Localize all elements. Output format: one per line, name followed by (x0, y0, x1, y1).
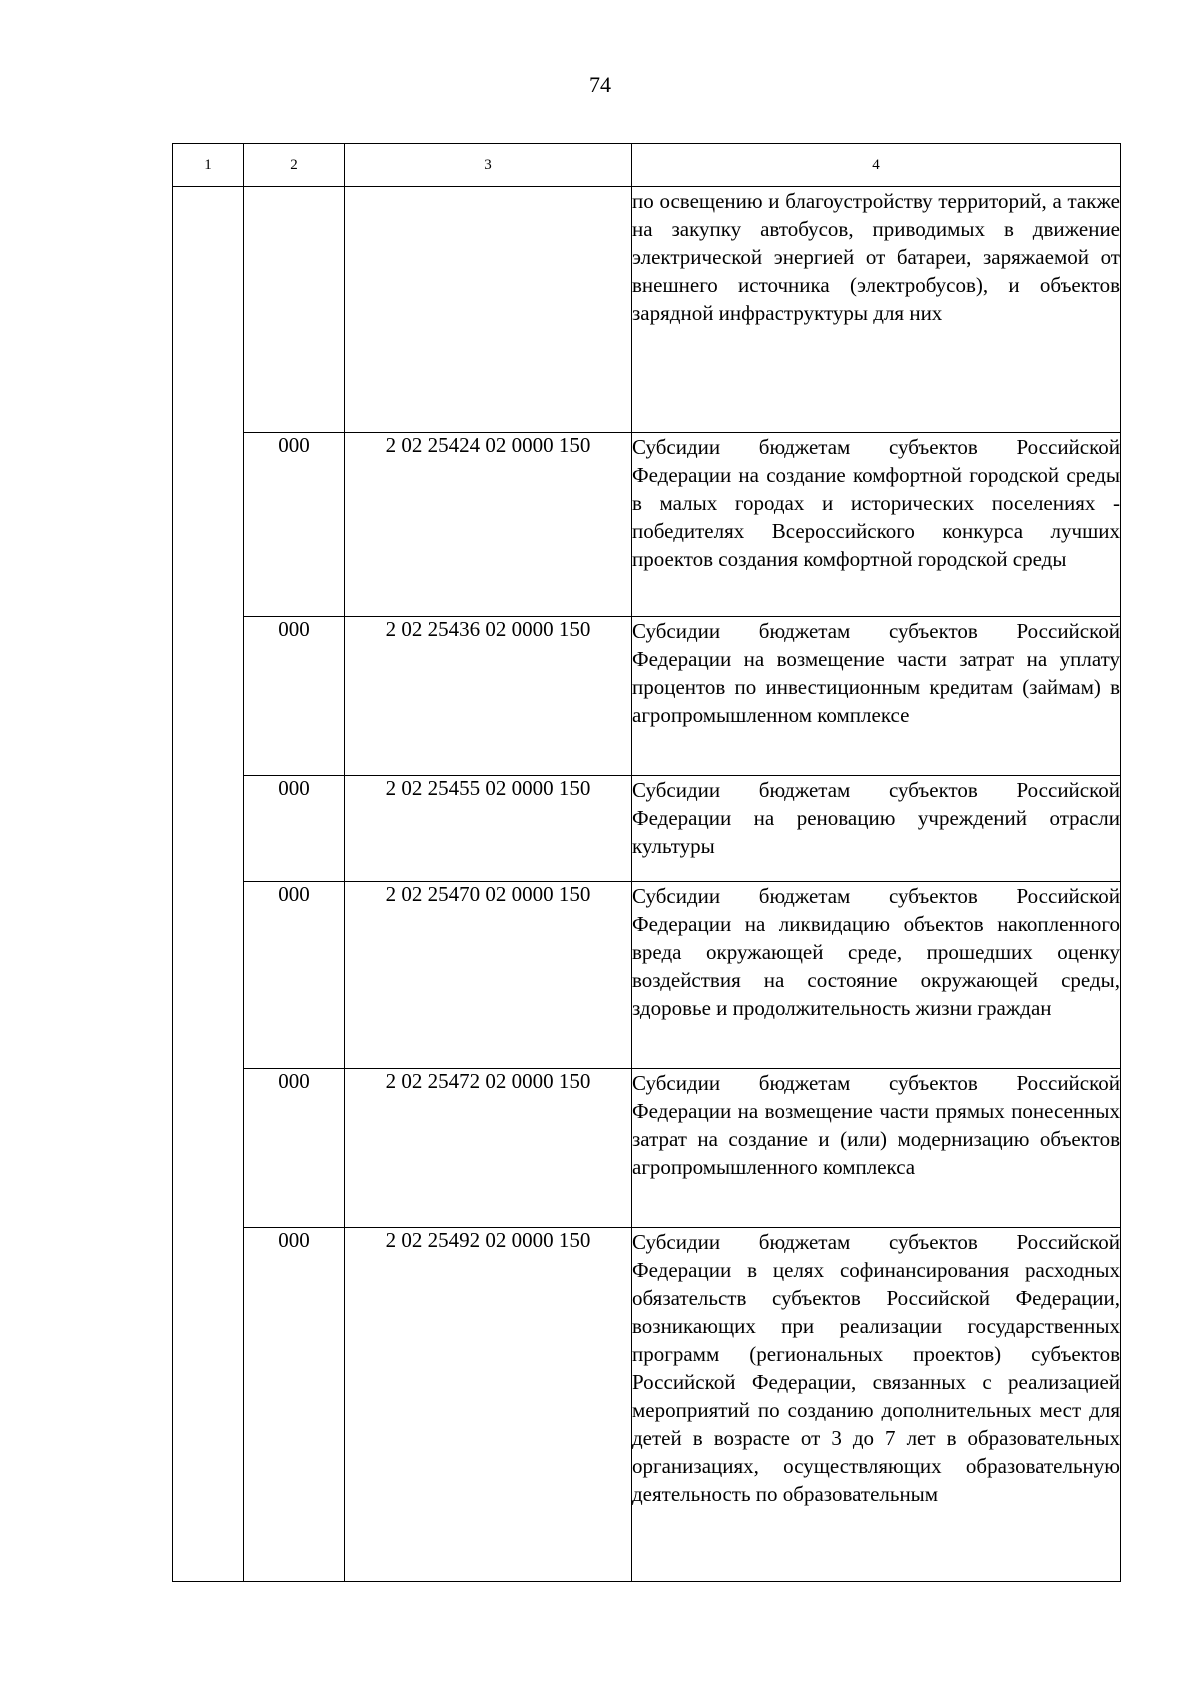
admin-code-cell: 000 (244, 776, 345, 882)
column-header-1: 1 (173, 144, 244, 187)
table-row (173, 433, 1121, 617)
description-cell: по освещению и благоустройству территорий, а также на закупку автобусов, приводимых в движение электрической энергией от батареи, заряжаемой от внешнего источника (электробусов), и объектов зарядной инфраструктуры для них (632, 187, 1121, 433)
table-row (173, 776, 1121, 882)
description-cell: Субсидии бюджетам субъектов Российской Федерации в целях софинансирования расходных обязательств субъектов Российской Федерации, возникающих при реализации государственных программ (региональных проектов) субъектов Российской Федерации, связанных с реализацией мероприятий по созданию дополнительных мест для детей в возрасте от 3 до 7 лет в образовательных организациях, осуществляющих образовательную деятельность по образовательным (632, 1228, 1121, 1582)
table-row (173, 617, 1121, 776)
admin-code-cell (244, 187, 345, 433)
column-1-cell (173, 187, 244, 1582)
kbk-cell: 2 02 25492 02 0000 150 (345, 1228, 632, 1582)
kbk-cell: 2 02 25424 02 0000 150 (345, 433, 632, 617)
description-cell: Субсидии бюджетам субъектов Российской Федерации на возмещение части затрат на уплату процентов по инвестиционным кредитам (займам) в агропромышленном комплексе (632, 617, 1121, 776)
admin-code-cell: 000 (244, 882, 345, 1069)
kbk-cell: 2 02 25455 02 0000 150 (345, 776, 632, 882)
table-header-row (173, 144, 1121, 187)
page-number: 74 (589, 72, 611, 97)
table-row (173, 882, 1121, 1069)
column-header-2: 2 (244, 144, 345, 187)
admin-code-cell: 000 (244, 1069, 345, 1228)
description-cell: Субсидии бюджетам субъектов Российской Федерации на возмещение части прямых понесенных затрат на создание и (или) модернизацию объектов агропромышленного комплекса (632, 1069, 1121, 1228)
table-row (173, 1228, 1121, 1582)
column-header-4: 4 (632, 144, 1121, 187)
kbk-cell: 2 02 25472 02 0000 150 (345, 1069, 632, 1228)
admin-code-cell: 000 (244, 1228, 345, 1582)
kbk-cell: 2 02 25470 02 0000 150 (345, 882, 632, 1069)
description-cell: Субсидии бюджетам субъектов Российской Федерации на ликвидацию объектов накопленного вреда окружающей среде, прошедших оценку воздействия на состояние окружающей среды, здоровье и продолжительность жизни граждан (632, 882, 1121, 1069)
description-cell: Субсидии бюджетам субъектов Российской Федерации на реновацию учреждений отрасли культуры (632, 776, 1121, 882)
admin-code-cell: 000 (244, 433, 345, 617)
budget-classification-table (172, 143, 1121, 1582)
description-cell: Субсидии бюджетам субъектов Российской Федерации на создание комфортной городской среды в малых городах и исторических поселениях - победителях Всероссийского конкурса лучших проектов создания комфортной городской среды (632, 433, 1121, 617)
table-row (173, 1069, 1121, 1228)
kbk-cell (345, 187, 632, 433)
column-header-3: 3 (345, 144, 632, 187)
table-row-continuation (173, 187, 1121, 433)
admin-code-cell: 000 (244, 617, 345, 776)
kbk-cell: 2 02 25436 02 0000 150 (345, 617, 632, 776)
